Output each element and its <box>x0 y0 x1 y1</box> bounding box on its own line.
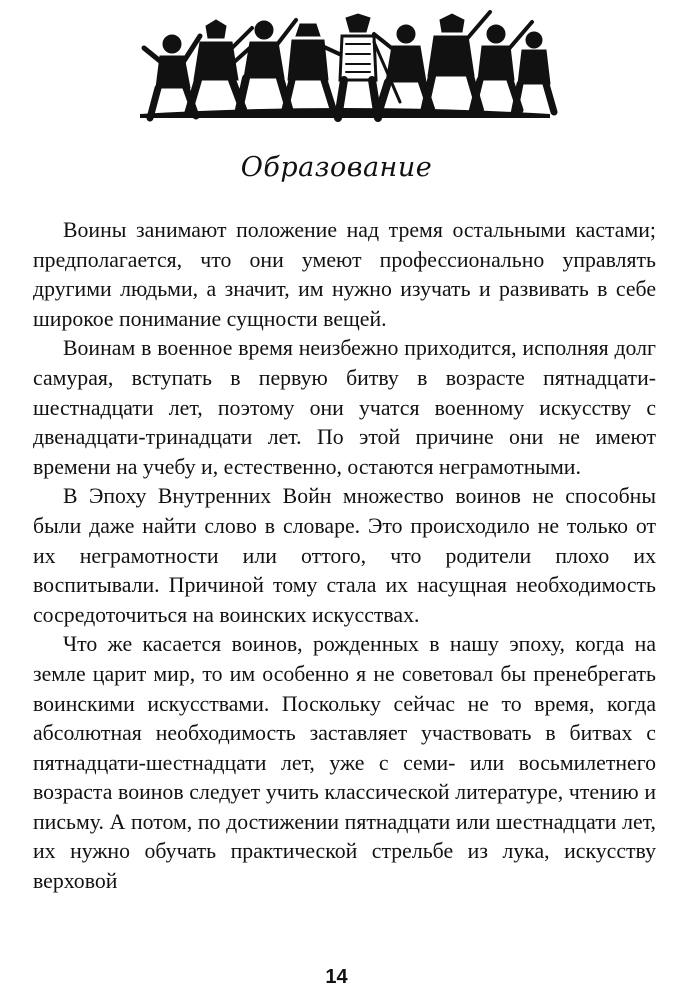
chapter-title: Образование <box>240 152 433 183</box>
body-text <box>33 216 656 897</box>
paragraph: В Эпоху Внутренних Войн множество воинов не способны были даже найти слово в словаре. Это происходило не только от их неграмотности или оттого, что родители плохо их воспитывали. Причиной тому стала их насущная необходимость сосредоточиться на воинских искусствах. <box>33 484 656 627</box>
warriors-illustration <box>130 6 560 134</box>
paragraph: Воинам в военное время неизбежно приходится, исполняя долг самурая, вступать в первую битву в возрасте пятнадцати-шестнадцати лет, поэтому они учатся военному искусству с двенадцати-тринадцати лет. По этой причине они не имеют времени на учебу и, естественно, остаются неграмотными. <box>33 336 656 479</box>
page-number: 14 <box>325 966 348 988</box>
paragraph: Воины занимают положение над тремя остальными кастами; предполагается, что они умеют профессионально управлять другими людьми, а значит, им нужно изучать и развивать в себе широкое понимание сущности вещей. <box>33 218 656 331</box>
paragraph: Что же касается воинов, рожденных в нашу эпоху, когда на земле царит мир, то им особенно я не советовал бы пренебрегать воинскими искусствами. Поскольку сейчас не то время, когда абсолютная необходимость заставляет участвовать в битвах с пятнадцати-шестнадцати лет, уже с семи- или восьмилетнего возраста воинов следует учить классической литературе, чтению и письму. А потом, по достижении пятнадцати или шестнадцати лет, их нужно обучать практической стрельбе из лука, искусству верховой <box>33 632 656 894</box>
